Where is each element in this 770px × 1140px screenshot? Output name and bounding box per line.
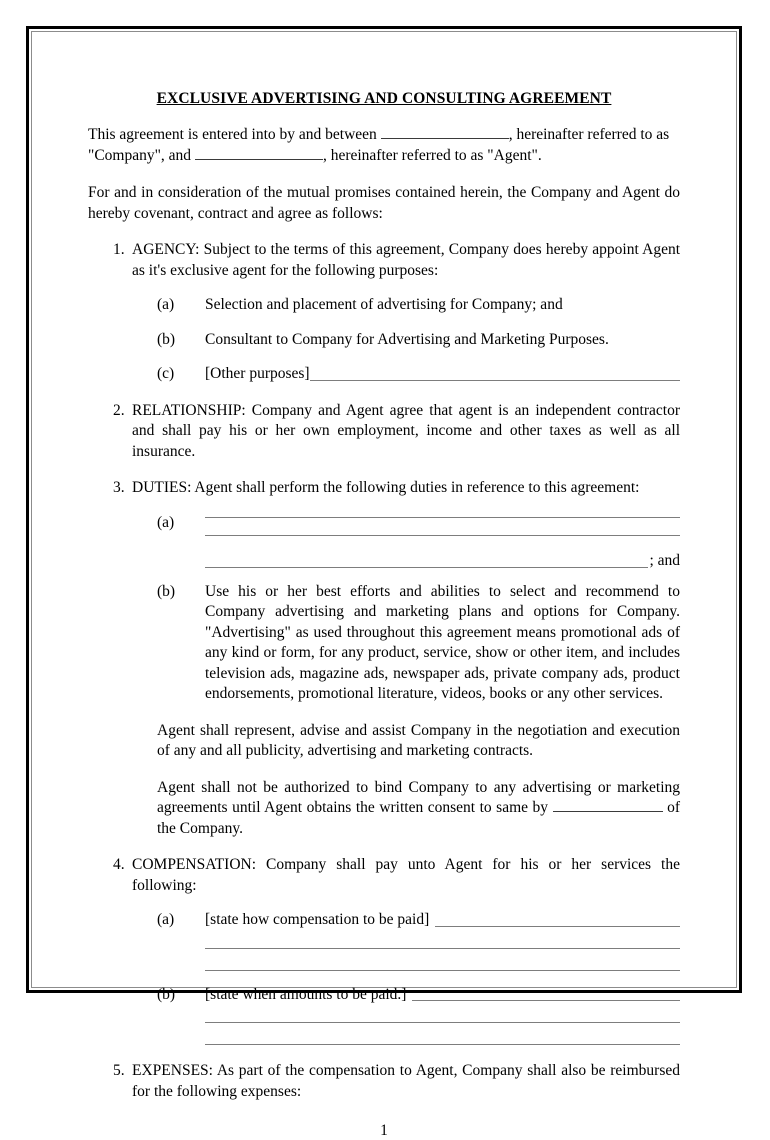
compensation-when-row <box>205 985 680 1006</box>
duties-blank-line-1[interactable] <box>205 517 680 518</box>
duties-line-3-tail: ; and <box>649 551 680 569</box>
page-number: 1 <box>380 1122 388 1139</box>
clause-3-subitem-a <box>88 513 680 568</box>
clause-3 <box>88 478 680 499</box>
duties-blank-line-3[interactable] <box>205 567 648 568</box>
compensation-how-blank-1[interactable] <box>435 926 680 927</box>
clause-4-number: 4. <box>113 856 125 873</box>
page-title <box>88 90 680 108</box>
clause-1-subitem-a <box>88 295 680 316</box>
clause-4-subitem-b-text: [state when amounts to be paid.] <box>205 985 407 1003</box>
clause-4-subitem-a-text: [state how compensation to be paid] <box>205 911 430 928</box>
compensation-how-blank-block <box>88 948 680 971</box>
clause-1-subitem-a-text: Selection and placement of advertising for Company; and <box>205 296 563 313</box>
compensation-how-blank-2[interactable] <box>205 948 680 949</box>
clause-1-subitem-c-text: [Other purposes] <box>205 365 310 382</box>
clause-3-number: 3. <box>113 479 125 496</box>
clause-3-subitem-a-body <box>205 513 680 568</box>
clause-2-text: RELATIONSHIP: Company and Agent agree that agent is an independent contractor and shall pay his or her own employment, income and other taxes as well as all insurance. <box>132 401 680 460</box>
other-purposes-blank[interactable] <box>310 380 680 381</box>
company-name-blank[interactable] <box>381 125 509 139</box>
intro-line2-after: , hereinafter referred to as "Agent". <box>322 146 542 164</box>
compensation-when-blank-3[interactable] <box>205 1044 680 1045</box>
clause-3-paragraph-2 <box>88 778 680 840</box>
page-title-text: EXCLUSIVE ADVERTISING AND CONSULTING AGREEMENT <box>156 90 612 107</box>
clause-5-number: 5. <box>113 1062 125 1079</box>
compensation-how-blank-3[interactable] <box>205 970 680 971</box>
clause-4-subitem-a <box>88 910 680 931</box>
clause-4 <box>88 855 680 896</box>
clause-4-subitem-b <box>88 985 680 1006</box>
clause-1-subitem-b-label: (b) <box>157 330 176 348</box>
clause-2-number: 2. <box>113 401 125 419</box>
clause-4-subitem-b-label: (b) <box>157 985 176 1003</box>
other-purposes-row <box>205 364 680 385</box>
compensation-when-blank-2[interactable] <box>205 1022 680 1023</box>
compensation-how-row <box>205 910 680 931</box>
consideration-paragraph: For and in consideration of the mutual promises contained herein, the Company and Agent do hereby covenant, contract and agree as follows: <box>88 184 680 222</box>
clause-4-subitem-a-body <box>205 910 680 931</box>
intro-paragraph <box>88 125 680 166</box>
clause-1-subitem-c-label: (c) <box>157 365 175 382</box>
clause-4-subitem-a-label: (a) <box>157 911 175 928</box>
duties-blank-line-2[interactable] <box>205 535 680 536</box>
intro-line2-before: "Company", and <box>88 146 195 164</box>
clause-1-subitem-b-text: Consultant to Company for Advertising and Marketing Purposes. <box>205 330 609 348</box>
clause-1-subitem-a-label: (a) <box>157 296 175 313</box>
duties-blank-line-3-row <box>205 553 680 568</box>
clause-4-text: COMPENSATION: Company shall pay unto Agent for his or her services the following: <box>132 856 680 894</box>
clause-3-text: DUTIES: Agent shall perform the following duties in reference to this agreement: <box>132 479 640 496</box>
written-consent-blank[interactable] <box>553 798 663 812</box>
consent-text-after: of the Company. <box>157 799 680 837</box>
clause-1-number: 1. <box>113 241 125 258</box>
clause-3-subitem-b <box>88 582 680 705</box>
agent-name-blank[interactable] <box>195 146 323 160</box>
document-body <box>88 26 680 1140</box>
intro-line1-before: This agreement is entered into by and between <box>88 126 381 143</box>
clause-1 <box>88 240 680 281</box>
clause-3-paragraph-1: Agent shall represent, advise and assist Company in the negotiation and execution of any and all publicity, advertising and marketing contracts. <box>157 721 680 759</box>
clause-5 <box>88 1061 680 1102</box>
clause-1-subitem-b <box>88 330 680 351</box>
clause-1-subitem-c <box>88 364 680 385</box>
clause-3-subitem-b-text: Use his or her best efforts and abilities to select and recommend to Company advertising and marketing plans and options for Company. "Advertising" as used throughout this agreement means promotional ads of any kind or form, for any product, service, show or other item, and includes television ads, magazine ads, newspaper ads, private company ads, product endorsements, promotional literature, videos, books or any other services. <box>205 582 680 702</box>
clause-1-subitem-c-body <box>205 364 680 385</box>
clause-3-subitem-a-label: (a) <box>157 513 175 531</box>
clause-2 <box>88 401 680 463</box>
clause-3-subitem-b-label: (b) <box>157 582 176 600</box>
clause-5-text: EXPENSES: As part of the compensation to Agent, Company shall also be reimbursed for the following expenses: <box>132 1062 680 1100</box>
clause-1-text: AGENCY: Subject to the terms of this agreement, Company does hereby appoint Agent as it's exclusive agent for the following purposes: <box>132 241 680 279</box>
compensation-when-blank-1[interactable] <box>412 1000 680 1001</box>
clause-4-subitem-b-body <box>205 985 680 1006</box>
compensation-when-blank-block <box>88 1022 680 1045</box>
intro-line1-after: , hereinafter referred to as <box>508 126 670 143</box>
consent-text-before: Agent shall not be authorized to bind Company to any advertising or marketing agreements until Agent obtains the written consent to same by <box>157 778 680 816</box>
duties-blank-line-1-row <box>205 517 680 518</box>
